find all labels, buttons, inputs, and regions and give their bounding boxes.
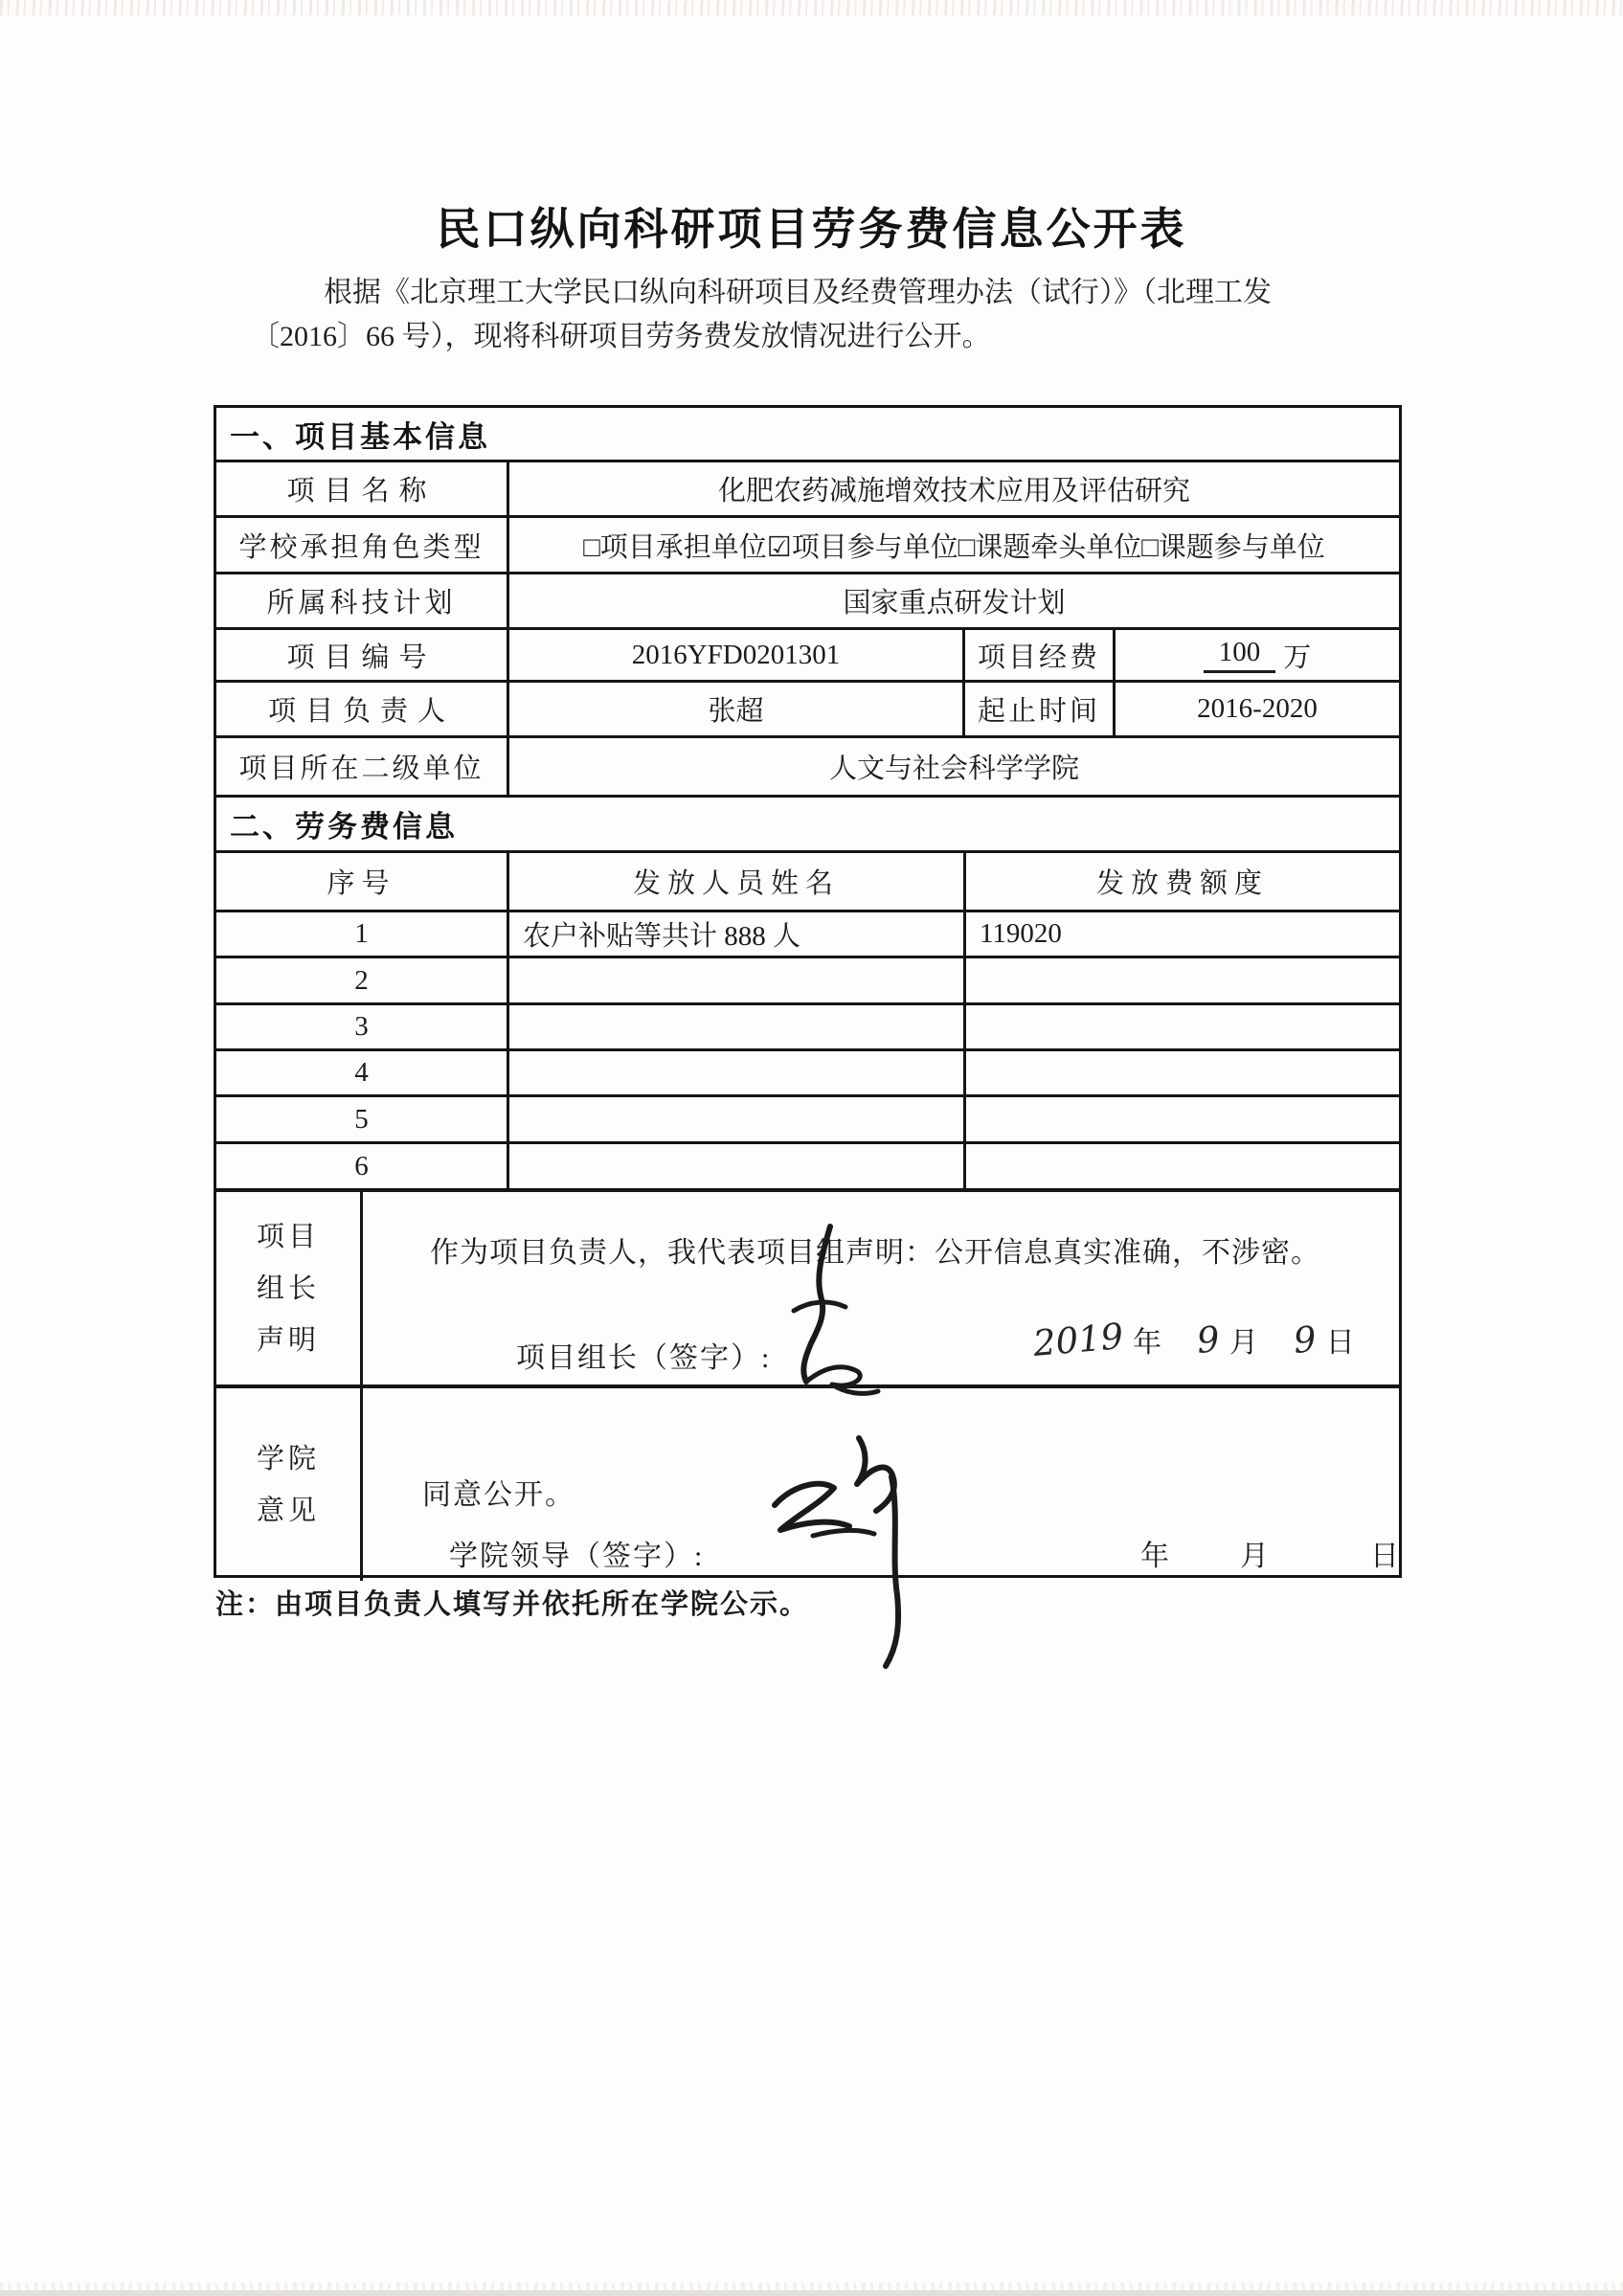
project-name-label: 项目名称: [216, 462, 509, 515]
row3-index: 3: [216, 1005, 509, 1048]
row3-fee-amount: [966, 1005, 1399, 1048]
college-opinion-label: [216, 1388, 363, 1581]
leader-declaration-row: [216, 1192, 1399, 1388]
college-leader-signature: [746, 1423, 957, 1672]
sci-plan-value: 国家重点研发计划: [843, 588, 1066, 619]
form-table: [214, 405, 1402, 1578]
college-opinion-row: [216, 1388, 1399, 1581]
row2-fee-amount: [966, 958, 1399, 1002]
leader-declaration-content: [363, 1192, 1399, 1384]
row5-index: 5: [216, 1097, 509, 1141]
row2-payee-name: [509, 958, 966, 1002]
labor-fee-row-4: [216, 1051, 1399, 1097]
period-label: 起止时间: [965, 683, 1116, 735]
college-opinion-label-line2: 意见: [256, 1495, 320, 1526]
project-name-row: [216, 462, 1399, 518]
labor-fee-row-5: [216, 1097, 1399, 1144]
col-header-fee-amount: 发放费额度: [1095, 868, 1269, 899]
section1-header-row: [216, 408, 1399, 462]
declaration-date-month-unit: 月: [1229, 1327, 1258, 1359]
role-type-label: 学校承担角色类型: [216, 518, 509, 572]
col-header-index: 序号: [216, 853, 509, 910]
intro-paragraph: [251, 271, 1386, 359]
college-opinion-content: [363, 1388, 1399, 1581]
declaration-date-day-unit: 日: [1325, 1327, 1355, 1359]
leader-sign-label: 项目组长（签字）:: [516, 1342, 772, 1374]
project-no-label: 项目编号: [216, 630, 509, 680]
page-title: 民口纵向科研项目劳务费信息公开表: [436, 204, 1187, 254]
budget-label: 项目经费: [965, 630, 1116, 680]
project-no-value: 2016YFD0201301: [509, 630, 965, 680]
leader-declaration-label: [216, 1192, 363, 1384]
section2-heading: 二、劳务费信息: [230, 810, 458, 844]
opinion-statement: 同意公开。: [422, 1479, 575, 1511]
budget-amount: 100: [1204, 637, 1276, 673]
second-unit-value: 人文与社会科学学院: [828, 754, 1079, 784]
declaration-date: [1031, 1315, 1355, 1365]
declaration-statement: 作为项目负责人，我代表项目组声明：公开信息真实准确，不涉密。: [430, 1237, 1320, 1269]
leader-declaration-label-line2: 组长: [256, 1272, 320, 1304]
row4-fee-amount: [966, 1051, 1399, 1094]
leader-period-row: [216, 683, 1399, 738]
row2-index: 2: [216, 958, 509, 1002]
leader-declaration-label-line3: 声明: [256, 1324, 320, 1356]
row4-index: 4: [216, 1051, 509, 1094]
sci-plan-row: [216, 574, 1399, 630]
row1-fee-amount: 119020: [980, 918, 1062, 949]
row5-fee-amount: [966, 1097, 1399, 1141]
role-type-row: [216, 518, 1399, 574]
second-unit-label: 项目所在二级单位: [216, 738, 509, 795]
intro-line-2: 〔2016〕66 号），现将科研项目劳务费发放情况进行公开。: [251, 321, 991, 352]
section1-heading: 一、项目基本信息: [230, 419, 490, 454]
opinion-date-year-unit: 年: [1140, 1541, 1169, 1572]
labor-fee-row-3: [216, 1005, 1399, 1051]
college-opinion-label-line1: 学院: [256, 1443, 320, 1474]
leader-label: 项目负责人: [216, 683, 509, 735]
declaration-date-month: 9: [1195, 1318, 1222, 1362]
section2-header-row: [216, 798, 1399, 853]
declaration-date-year-unit: 年: [1133, 1327, 1162, 1359]
sci-plan-label: 所属科技计划: [216, 574, 509, 627]
second-unit-row: [216, 738, 1399, 798]
col-header-payee-name: 发放人员姓名: [509, 853, 966, 910]
project-leader-signature: [738, 1221, 901, 1408]
row6-index: 6: [216, 1144, 509, 1188]
leader-value: 张超: [509, 683, 965, 735]
row6-fee-amount: [966, 1144, 1399, 1188]
role-type-checkboxes: □项目承担单位☑项目参与单位□课题牵头单位□课题参与单位: [583, 531, 1325, 563]
row5-payee-name: [509, 1097, 966, 1141]
labor-fee-header-row: [216, 853, 1399, 912]
project-no-budget-row: [216, 630, 1399, 683]
row3-payee-name: [509, 1005, 966, 1048]
labor-fee-row-2: [216, 958, 1399, 1005]
row1-index: 1: [216, 912, 509, 956]
budget-unit: 万: [1283, 642, 1312, 673]
footer-note: 注：由项目负责人填写并依托所在学院公示。: [215, 1589, 810, 1620]
declaration-date-day: 9: [1292, 1318, 1319, 1362]
period-value: 2016-2020: [1197, 693, 1318, 724]
leader-declaration-label-line1: 项目: [256, 1221, 320, 1252]
opinion-date-month-unit: 月: [1240, 1541, 1269, 1572]
row4-payee-name: [509, 1051, 966, 1094]
scan-edge-bar: [0, 2290, 1623, 2296]
project-name-value: 化肥农药减施增效技术应用及评估研究: [717, 476, 1190, 506]
opinion-date-day-unit: 日: [1370, 1541, 1399, 1572]
row6-payee-name: [509, 1144, 966, 1188]
declaration-date-year: 2019: [1031, 1315, 1125, 1365]
row1-payee-name: 农户补贴等共计 888 人: [509, 912, 966, 956]
college-sign-label: 学院领导（签字）:: [449, 1541, 705, 1572]
labor-fee-row-6: [216, 1144, 1399, 1192]
labor-fee-row-1: [216, 912, 1399, 958]
intro-line-1: 根据《北京理工大学民口纵向科研项目及经费管理办法（试行）》（北理工发: [324, 277, 1272, 308]
budget-value-cell: [1116, 630, 1399, 680]
scan-edge-artifact-top: [0, 0, 1623, 15]
